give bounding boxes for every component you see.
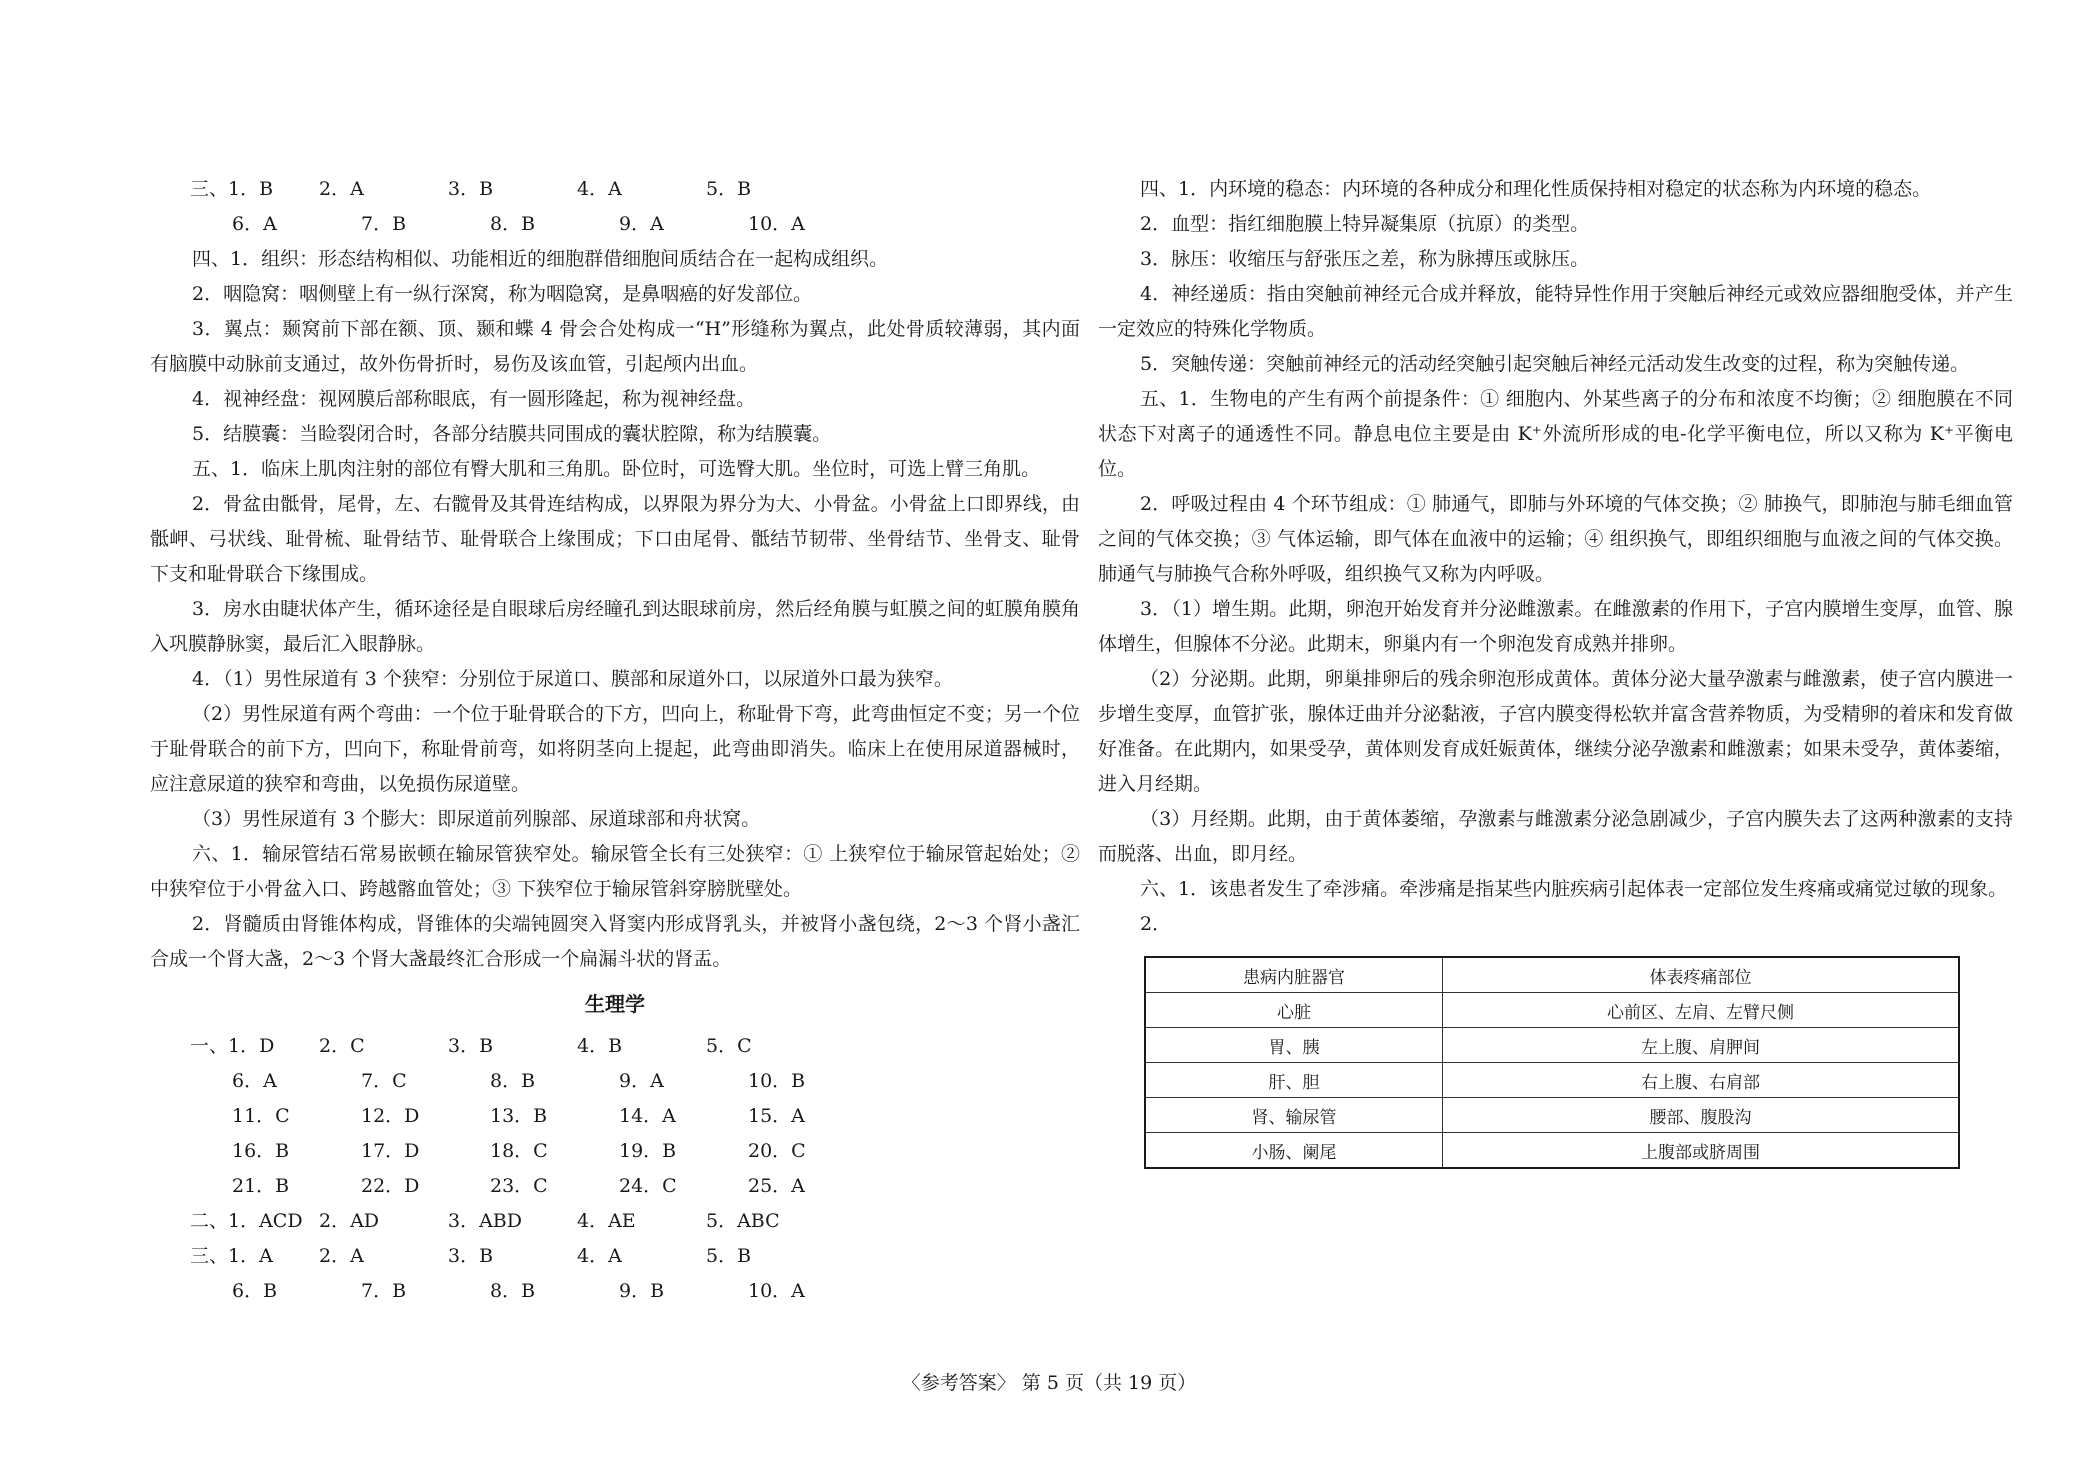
answer-indent bbox=[190, 1274, 232, 1309]
table-row bbox=[1145, 1133, 1959, 1169]
table-cell: 左上腹、肩胛间 bbox=[1443, 1028, 1959, 1063]
answer-indent bbox=[190, 207, 232, 242]
answer-cell: 9．B bbox=[619, 1280, 665, 1302]
physiology-answers bbox=[1098, 172, 2013, 942]
answer-paragraph: 4．（1）男性尿道有 3 个狭窄：分别位于尿道口、膜部和尿道外口，以尿道外口最为狭窄。 bbox=[192, 668, 953, 690]
table-row bbox=[1145, 993, 1959, 1028]
answer-indent bbox=[190, 1099, 232, 1134]
answer-cell: 4．A bbox=[577, 1245, 622, 1267]
answer-indent bbox=[190, 1064, 232, 1099]
answer-paragraph: 5．结膜囊：当睑裂闭合时，各部分结膜共同围成的囊状腔隙，称为结膜囊。 bbox=[192, 423, 832, 445]
answer-cell: 7．B bbox=[361, 213, 407, 235]
answer-cell: 2．A bbox=[319, 178, 364, 200]
answer-cell: 24．C bbox=[619, 1175, 677, 1197]
answer-cell: 17．D bbox=[361, 1140, 420, 1162]
answer-cell: 20．C bbox=[748, 1140, 806, 1162]
answer-row bbox=[190, 1274, 1080, 1309]
right-column bbox=[1098, 172, 2013, 1169]
answer-paragraph: 四、1．内环境的稳态：内环境的各种成分和理化性质保持相对稳定的状态称为内环境的稳态。 bbox=[1140, 178, 1932, 200]
table-cell: 心脏 bbox=[1145, 993, 1443, 1028]
answer-paragraph: 4．视神经盘：视网膜后部称眼底，有一圆形隆起，称为视神经盘。 bbox=[192, 388, 756, 410]
answer-paragraph: （3）月经期。此期，由于黄体萎缩，孕激素与雌激素分泌急剧减少，子宫内膜失去了这两种激素的支持而脱落、出血，即月经。 bbox=[1098, 808, 2013, 865]
answer-paragraph: 2．骨盆由骶骨，尾骨，左、右髋骨及其骨连结构成，以界限为界分为大、小骨盆。小骨盆上口即界线，由骶岬、弓状线、耻骨梳、耻骨结节、耻骨联合上缘围成；下口由尾骨、骶结节韧带、坐骨结节、坐骨支、耻骨下支和耻骨联合下缘围成。 bbox=[150, 493, 1080, 585]
answer-cell: 16．B bbox=[232, 1140, 290, 1162]
answer-row bbox=[190, 1134, 1080, 1169]
answer-cell: 10．B bbox=[748, 1070, 806, 1092]
answer-cell: 21．B bbox=[232, 1175, 290, 1197]
answer-cell: 三、1．A bbox=[190, 1245, 273, 1267]
answer-cell: 6．B bbox=[232, 1280, 278, 1302]
answer-grid-physiology bbox=[190, 1029, 1080, 1309]
answer-cell: 12．D bbox=[361, 1105, 420, 1127]
table-cell: 肝、胆 bbox=[1145, 1063, 1443, 1098]
answer-row bbox=[190, 207, 1080, 242]
answer-cell: 8．B bbox=[490, 1070, 536, 1092]
table-cell: 腰部、腹股沟 bbox=[1443, 1098, 1959, 1133]
answer-paragraph: 3．房水由睫状体产生，循环途径是自眼球后房经瞳孔到达眼球前房，然后经角膜与虹膜之间的虹膜角膜角入巩膜静脉窦，最后汇入眼静脉。 bbox=[150, 598, 1080, 655]
answer-cell: 3．ABD bbox=[448, 1210, 523, 1232]
answer-paragraph: 3．（1）增生期。此期，卵泡开始发育并分泌雌激素。在雌激素的作用下，子宫内膜增生变厚，血管、腺体增生，但腺体不分泌。此期末，卵巢内有一个卵泡发育成熟并排卵。 bbox=[1098, 598, 2013, 655]
answer-cell: 18．C bbox=[490, 1140, 548, 1162]
answer-cell: 5．B bbox=[706, 178, 752, 200]
section-title: 生理学 bbox=[585, 992, 645, 1016]
answer-paragraph: （3）男性尿道有 3 个膨大：即尿道前列腺部、尿道球部和舟状窝。 bbox=[192, 808, 761, 830]
answer-cell: 8．B bbox=[490, 213, 536, 235]
answer-indent bbox=[190, 1134, 232, 1169]
answer-cell: 13．B bbox=[490, 1105, 548, 1127]
answer-cell: 6．A bbox=[232, 213, 277, 235]
answer-cell: 25．A bbox=[748, 1175, 805, 1197]
table-row bbox=[1145, 1098, 1959, 1133]
answer-cell: 11．C bbox=[232, 1105, 290, 1127]
answer-paragraph: 2． bbox=[1140, 913, 1172, 935]
left-column bbox=[150, 172, 1080, 1309]
table-row bbox=[1145, 1028, 1959, 1063]
answer-paragraph: 4．神经递质：指由突触前神经元合成并释放，能特异性作用于突触后神经元或效应器细胞受体，并产生一定效应的特殊化学物质。 bbox=[1098, 283, 2013, 340]
answer-paragraph: 六、1．输尿管结石常易嵌顿在输尿管狭窄处。输尿管全长有三处狭窄：① 上狭窄位于输尿管起始处；② 中狭窄位于小骨盆入口、跨越髂血管处；③ 下狭窄位于输尿管斜穿膀胱壁处。 bbox=[150, 843, 1080, 900]
answer-cell: 15．A bbox=[748, 1105, 805, 1127]
answer-row bbox=[190, 1204, 1080, 1239]
table-row bbox=[1145, 1063, 1959, 1098]
answer-paragraph: 五、1．生物电的产生有两个前提条件：① 细胞内、外某些离子的分布和浓度不均衡；② 细胞膜在不同状态下对离子的通透性不同。静息电位主要是由 K⁺外流所形成的电-化学平衡电位，所以又称为 K⁺平衡电位。 bbox=[1098, 388, 2013, 480]
table-cell: 胃、胰 bbox=[1145, 1028, 1443, 1063]
answer-cell: 5．ABC bbox=[706, 1210, 780, 1232]
answer-cell: 5．B bbox=[706, 1245, 752, 1267]
answer-cell: 3．B bbox=[448, 178, 494, 200]
answer-row bbox=[190, 1064, 1080, 1099]
answer-cell: 8．B bbox=[490, 1280, 536, 1302]
answer-indent bbox=[190, 1169, 232, 1204]
answer-paragraph: 5．突触传递：突触前神经元的活动经突触引起突触后神经元活动发生改变的过程，称为突触传递。 bbox=[1140, 353, 1970, 375]
table-header-cell: 患病内脏器官 bbox=[1145, 957, 1443, 993]
answer-cell: 7．C bbox=[361, 1070, 407, 1092]
table-header-row bbox=[1145, 957, 1959, 993]
answer-cell: 4．A bbox=[577, 178, 622, 200]
answer-cell: 6．A bbox=[232, 1070, 277, 1092]
answer-cell: 三、1．B bbox=[190, 178, 274, 200]
table-header-cell: 体表疼痛部位 bbox=[1443, 957, 1959, 993]
table-cell: 小肠、阑尾 bbox=[1145, 1133, 1443, 1169]
answer-cell: 19．B bbox=[619, 1140, 677, 1162]
anatomy-answers bbox=[150, 242, 1080, 977]
answer-paragraph: 2．血型：指红细胞膜上特异凝集原（抗原）的类型。 bbox=[1140, 213, 1590, 235]
answer-cell: 2．AD bbox=[319, 1210, 380, 1232]
answer-cell: 一、1．D bbox=[190, 1035, 275, 1057]
answer-cell: 4．AE bbox=[577, 1210, 636, 1232]
referred-pain-table bbox=[1144, 956, 1960, 1169]
answer-row bbox=[190, 1169, 1080, 1204]
answer-cell: 10．A bbox=[748, 1280, 805, 1302]
answer-cell: 2．A bbox=[319, 1245, 364, 1267]
page-footer: 〈参考答案〉 第 5 页（共 19 页） bbox=[901, 1372, 1197, 1394]
answer-cell: 9．A bbox=[619, 1070, 664, 1092]
table-cell: 上腹部或脐周围 bbox=[1443, 1133, 1959, 1169]
answer-cell: 3．B bbox=[448, 1245, 494, 1267]
answer-paragraph: 五、1．临床上肌肉注射的部位有臀大肌和三角肌。卧位时，可选臀大肌。坐位时，可选上臂三角肌。 bbox=[192, 458, 1041, 480]
answer-paragraph: 六、1．该患者发生了牵涉痛。牵涉痛是指某些内脏疾病引起体表一定部位发生疼痛或痛觉过敏的现象。 bbox=[1140, 878, 2008, 900]
answer-cell: 7．B bbox=[361, 1280, 407, 1302]
answer-paragraph: （2）男性尿道有两个弯曲：一个位于耻骨联合的下方，凹向上，称耻骨下弯，此弯曲恒定不变；另一个位于耻骨联合的前下方，凹向下，称耻骨前弯，如将阴茎向上提起，此弯曲即消失。临床上在使用尿道器械时，应注意尿道的狭窄和弯曲，以免损伤尿道壁。 bbox=[150, 703, 1080, 795]
answer-cell: 2．C bbox=[319, 1035, 365, 1057]
answer-paragraph: 3．翼点：颞窝前下部在额、顶、颞和蝶 4 骨会合处构成一“H”形缝称为翼点，此处骨质较薄弱，其内面有脑膜中动脉前支通过，故外伤骨折时，易伤及该血管，引起颅内出血。 bbox=[150, 318, 1080, 375]
table-cell: 肾、输尿管 bbox=[1145, 1098, 1443, 1133]
answer-paragraph: （2）分泌期。此期，卵巢排卵后的残余卵泡形成黄体。黄体分泌大量孕激素与雌激素，使子宫内膜进一步增生变厚，血管扩张，腺体迂曲并分泌黏液，子宫内膜变得松软并富含营养物质，为受精卵的着床和发育做好准备。在此期内，如果受孕，黄体则发育成妊娠黄体，继续分泌孕激素和雌激素；如果未受孕，黄体萎缩，进入月经期。 bbox=[1098, 668, 2013, 795]
answer-row bbox=[190, 1099, 1080, 1134]
table-cell: 心前区、左肩、左臂尺侧 bbox=[1443, 993, 1959, 1028]
answer-row bbox=[190, 172, 1080, 207]
answer-cell: 9．A bbox=[619, 213, 664, 235]
answer-paragraph: 2．肾髓质由肾锥体构成，肾锥体的尖端钝圆突入肾窦内形成肾乳头，并被肾小盏包绕，2～3 个肾小盏汇合成一个肾大盏，2～3 个肾大盏最终汇合形成一个扁漏斗状的肾盂。 bbox=[150, 913, 1080, 970]
answer-cell: 10．A bbox=[748, 213, 805, 235]
answer-paragraph: 四、1．组织：形态结构相似、功能相近的细胞群借细胞间质结合在一起构成组织。 bbox=[192, 248, 889, 270]
answer-paragraph: 2．呼吸过程由 4 个环节组成：① 肺通气，即肺与外环境的气体交换；② 肺换气，即肺泡与肺毛细血管之间的气体交换；③ 气体运输，即气体在血液中的运输；④ 组织换气，即组织细胞与血液之间的气体交换。肺通气与肺换气合称外呼吸，组织换气又称为内呼吸。 bbox=[1098, 493, 2013, 585]
answer-cell: 5．C bbox=[706, 1035, 752, 1057]
answer-grid-choice-1 bbox=[190, 172, 1080, 242]
answer-paragraph: 3．脉压：收缩压与舒张压之差，称为脉搏压或脉压。 bbox=[1140, 248, 1590, 270]
answer-paragraph: 2．咽隐窝：咽侧壁上有一纵行深窝，称为咽隐窝，是鼻咽癌的好发部位。 bbox=[192, 283, 813, 305]
answer-row bbox=[190, 1029, 1080, 1064]
answer-cell: 4．B bbox=[577, 1035, 623, 1057]
answer-cell: 3．B bbox=[448, 1035, 494, 1057]
answer-cell: 22．D bbox=[361, 1175, 420, 1197]
answer-row bbox=[190, 1239, 1080, 1274]
answer-cell: 23．C bbox=[490, 1175, 548, 1197]
answer-cell: 14．A bbox=[619, 1105, 676, 1127]
table-cell: 右上腹、右肩部 bbox=[1443, 1063, 1959, 1098]
answer-cell: 二、1．ACD bbox=[190, 1210, 303, 1232]
